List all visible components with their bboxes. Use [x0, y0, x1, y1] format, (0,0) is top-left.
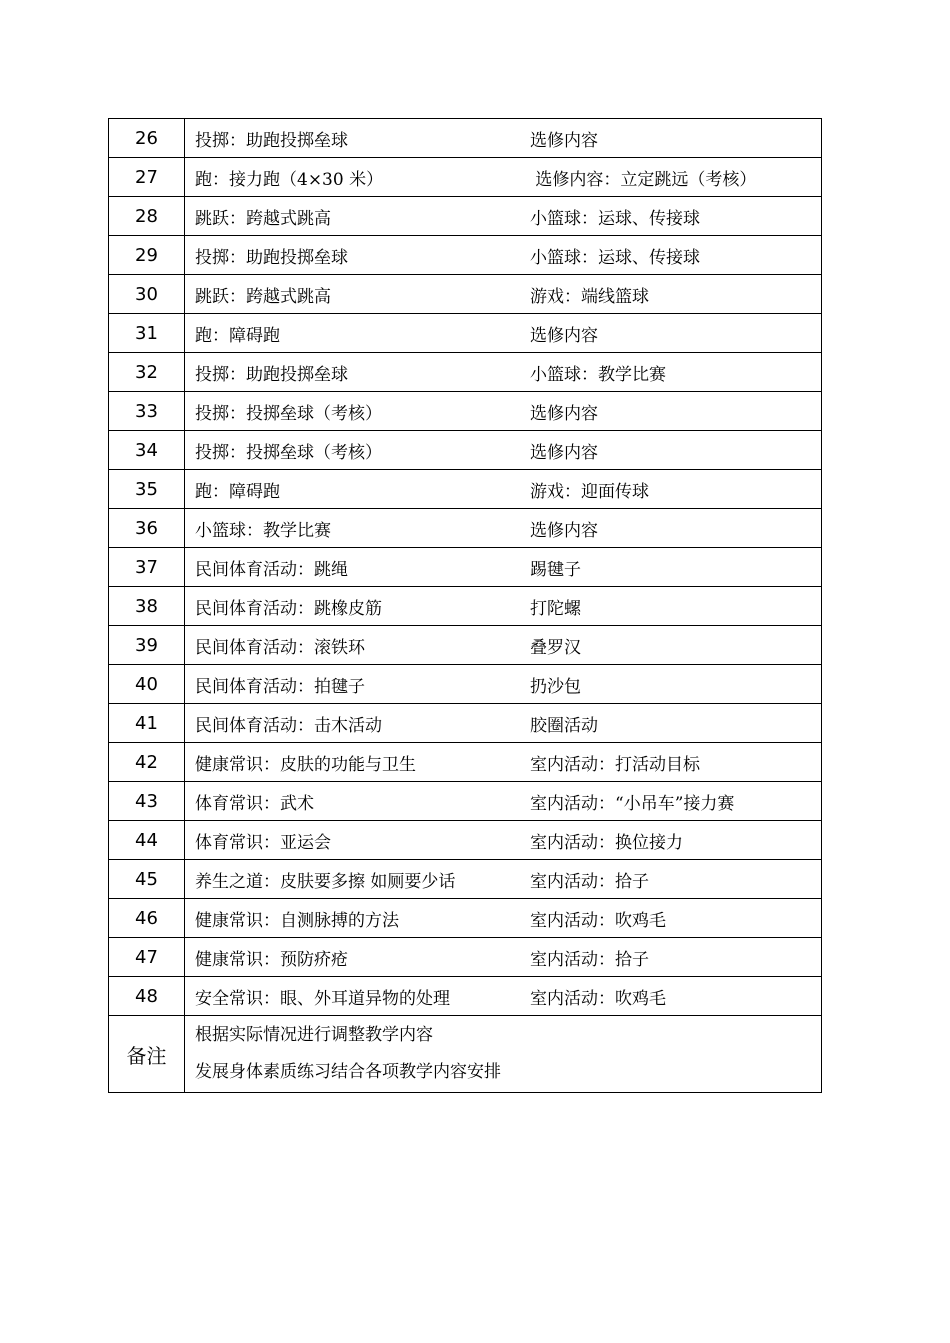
- secondary-activity: 游戏：迎面传球: [530, 481, 649, 502]
- table-row: [109, 860, 822, 899]
- week-number: 26: [109, 119, 185, 158]
- secondary-activity: 胶圈活动: [530, 715, 598, 736]
- content-cell: [185, 587, 822, 626]
- secondary-activity: 选修内容: [530, 130, 598, 151]
- secondary-activity: 踢毽子: [530, 559, 581, 580]
- schedule-table: [108, 118, 822, 1093]
- content-columns: [195, 555, 821, 580]
- secondary-activity: 选修内容: [530, 442, 598, 463]
- table-row: [109, 977, 822, 1016]
- primary-activity: 投掷：助跑投掷垒球: [195, 130, 348, 151]
- week-number: 34: [109, 431, 185, 470]
- content-columns: [195, 321, 821, 346]
- content-columns: [195, 711, 821, 736]
- primary-activity: 跑：障碍跑: [195, 481, 280, 502]
- secondary-activity: 室内活动：换位接力: [530, 832, 683, 853]
- week-number: 33: [109, 392, 185, 431]
- content-cell: [185, 626, 822, 665]
- content-columns: [195, 126, 821, 151]
- week-number: 48: [109, 977, 185, 1016]
- primary-activity: 健康常识：皮肤的功能与卫生: [195, 754, 416, 775]
- week-number: 41: [109, 704, 185, 743]
- table-row: [109, 314, 822, 353]
- week-number: 45: [109, 860, 185, 899]
- week-number: 30: [109, 275, 185, 314]
- table-row: [109, 665, 822, 704]
- content-cell: [185, 158, 822, 197]
- primary-activity: 民间体育活动：跳绳: [195, 559, 348, 580]
- week-number: 39: [109, 626, 185, 665]
- primary-activity: 健康常识：预防疥疮: [195, 949, 348, 970]
- table-row: [109, 782, 822, 821]
- content-cell: [185, 782, 822, 821]
- table-row: [109, 431, 822, 470]
- primary-activity: 投掷：投掷垒球（考核）: [195, 403, 382, 424]
- content-columns: [195, 945, 821, 970]
- table-row: [109, 938, 822, 977]
- week-number: 35: [109, 470, 185, 509]
- primary-activity: 民间体育活动：拍毽子: [195, 676, 365, 697]
- content-columns: [195, 438, 821, 463]
- primary-activity: 跳跃：跨越式跳高: [195, 286, 331, 307]
- table-row: [109, 821, 822, 860]
- content-cell: [185, 197, 822, 236]
- content-columns: [195, 906, 821, 931]
- secondary-activity: 扔沙包: [530, 676, 581, 697]
- notes-content: [185, 1016, 822, 1093]
- content-cell: [185, 821, 822, 860]
- week-number: 47: [109, 938, 185, 977]
- content-cell: [185, 353, 822, 392]
- secondary-activity: 叠罗汉: [530, 637, 581, 658]
- content-cell: [185, 236, 822, 275]
- secondary-activity: 室内活动：拾子: [530, 949, 649, 970]
- content-cell: [185, 938, 822, 977]
- content-columns: [195, 243, 821, 268]
- primary-activity: 养生之道：皮肤要多擦 如厕要少话: [195, 871, 456, 892]
- week-number: 42: [109, 743, 185, 782]
- week-number: 27: [109, 158, 185, 197]
- content-columns: [195, 282, 821, 307]
- content-columns: [195, 750, 821, 775]
- content-cell: [185, 275, 822, 314]
- content-cell: [185, 704, 822, 743]
- table-row: [109, 626, 822, 665]
- table-row: [109, 704, 822, 743]
- content-columns: [195, 789, 821, 814]
- table-row: [109, 236, 822, 275]
- table-row: [109, 899, 822, 938]
- table-row: [109, 119, 822, 158]
- primary-activity: 民间体育活动：击木活动: [195, 715, 382, 736]
- table-row: [109, 275, 822, 314]
- content-cell: [185, 431, 822, 470]
- week-number: 40: [109, 665, 185, 704]
- week-number: 43: [109, 782, 185, 821]
- week-number: 31: [109, 314, 185, 353]
- primary-activity: 安全常识：眼、外耳道异物的处理: [195, 988, 450, 1009]
- notes-label: 备注: [109, 1016, 185, 1093]
- secondary-activity: 选修内容: [530, 325, 598, 346]
- secondary-activity: 小篮球：教学比赛: [530, 364, 666, 385]
- content-columns: [195, 360, 821, 385]
- secondary-activity: 选修内容: [530, 403, 598, 424]
- secondary-activity: 小篮球：运球、传接球: [530, 247, 700, 268]
- secondary-activity: 小篮球：运球、传接球: [530, 208, 700, 229]
- week-number: 46: [109, 899, 185, 938]
- week-number: 38: [109, 587, 185, 626]
- primary-activity: 跑：障碍跑: [195, 325, 280, 346]
- secondary-activity: 选修内容：立定跳远（考核）: [530, 169, 757, 190]
- week-number: 28: [109, 197, 185, 236]
- content-columns: [195, 477, 821, 502]
- secondary-activity: 室内活动：吹鸡毛: [530, 988, 666, 1009]
- table-row: [109, 197, 822, 236]
- primary-activity: 投掷：助跑投掷垒球: [195, 247, 348, 268]
- table-row: [109, 392, 822, 431]
- content-columns: [195, 867, 821, 892]
- primary-activity: 跑：接力跑（4×30 米）: [195, 169, 384, 190]
- primary-activity: 跳跃：跨越式跳高: [195, 208, 331, 229]
- content-cell: [185, 860, 822, 899]
- content-cell: [185, 899, 822, 938]
- secondary-activity: 游戏：端线篮球: [530, 286, 649, 307]
- content-cell: [185, 977, 822, 1016]
- content-columns: [195, 594, 821, 619]
- primary-activity: 健康常识：自测脉搏的方法: [195, 910, 399, 931]
- secondary-activity: 室内活动：吹鸡毛: [530, 910, 666, 931]
- content-cell: [185, 509, 822, 548]
- secondary-activity: 选修内容: [530, 520, 598, 541]
- content-columns: [195, 399, 821, 424]
- table-row: [109, 509, 822, 548]
- content-columns: [195, 828, 821, 853]
- table-row: [109, 353, 822, 392]
- week-number: 32: [109, 353, 185, 392]
- primary-activity: 体育常识：武术: [195, 793, 314, 814]
- note-line: 发展身体素质练习结合各项教学内容安排: [195, 1062, 501, 1082]
- week-number: 36: [109, 509, 185, 548]
- content-columns: [195, 633, 821, 658]
- notes-row: [109, 1016, 822, 1093]
- primary-activity: 投掷：助跑投掷垒球: [195, 364, 348, 385]
- content-columns: [195, 672, 821, 697]
- secondary-activity: 室内活动：打活动目标: [530, 754, 700, 775]
- week-number: 44: [109, 821, 185, 860]
- secondary-activity: 室内活动：“小吊车”接力赛: [530, 793, 735, 814]
- content-columns: [195, 165, 821, 190]
- week-number: 37: [109, 548, 185, 587]
- table-row: [109, 470, 822, 509]
- primary-activity: 小篮球：教学比赛: [195, 520, 331, 541]
- content-columns: [195, 984, 821, 1009]
- content-cell: [185, 392, 822, 431]
- primary-activity: 体育常识：亚运会: [195, 832, 331, 853]
- secondary-activity: 打陀螺: [530, 598, 581, 619]
- secondary-activity: 室内活动：拾子: [530, 871, 649, 892]
- content-cell: [185, 665, 822, 704]
- content-cell: [185, 743, 822, 782]
- primary-activity: 民间体育活动：跳橡皮筋: [195, 598, 382, 619]
- table-row: [109, 743, 822, 782]
- content-columns: [195, 516, 821, 541]
- table-row: [109, 587, 822, 626]
- content-cell: [185, 119, 822, 158]
- content-cell: [185, 470, 822, 509]
- content-cell: [185, 548, 822, 587]
- note-line: 根据实际情况进行调整教学内容: [195, 1025, 433, 1045]
- primary-activity: 民间体育活动：滚铁环: [195, 637, 365, 658]
- week-number: 29: [109, 236, 185, 275]
- content-columns: [195, 204, 821, 229]
- primary-activity: 投掷：投掷垒球（考核）: [195, 442, 382, 463]
- content-cell: [185, 314, 822, 353]
- table-row: [109, 548, 822, 587]
- table-row: [109, 158, 822, 197]
- schedule-body: [109, 119, 822, 1093]
